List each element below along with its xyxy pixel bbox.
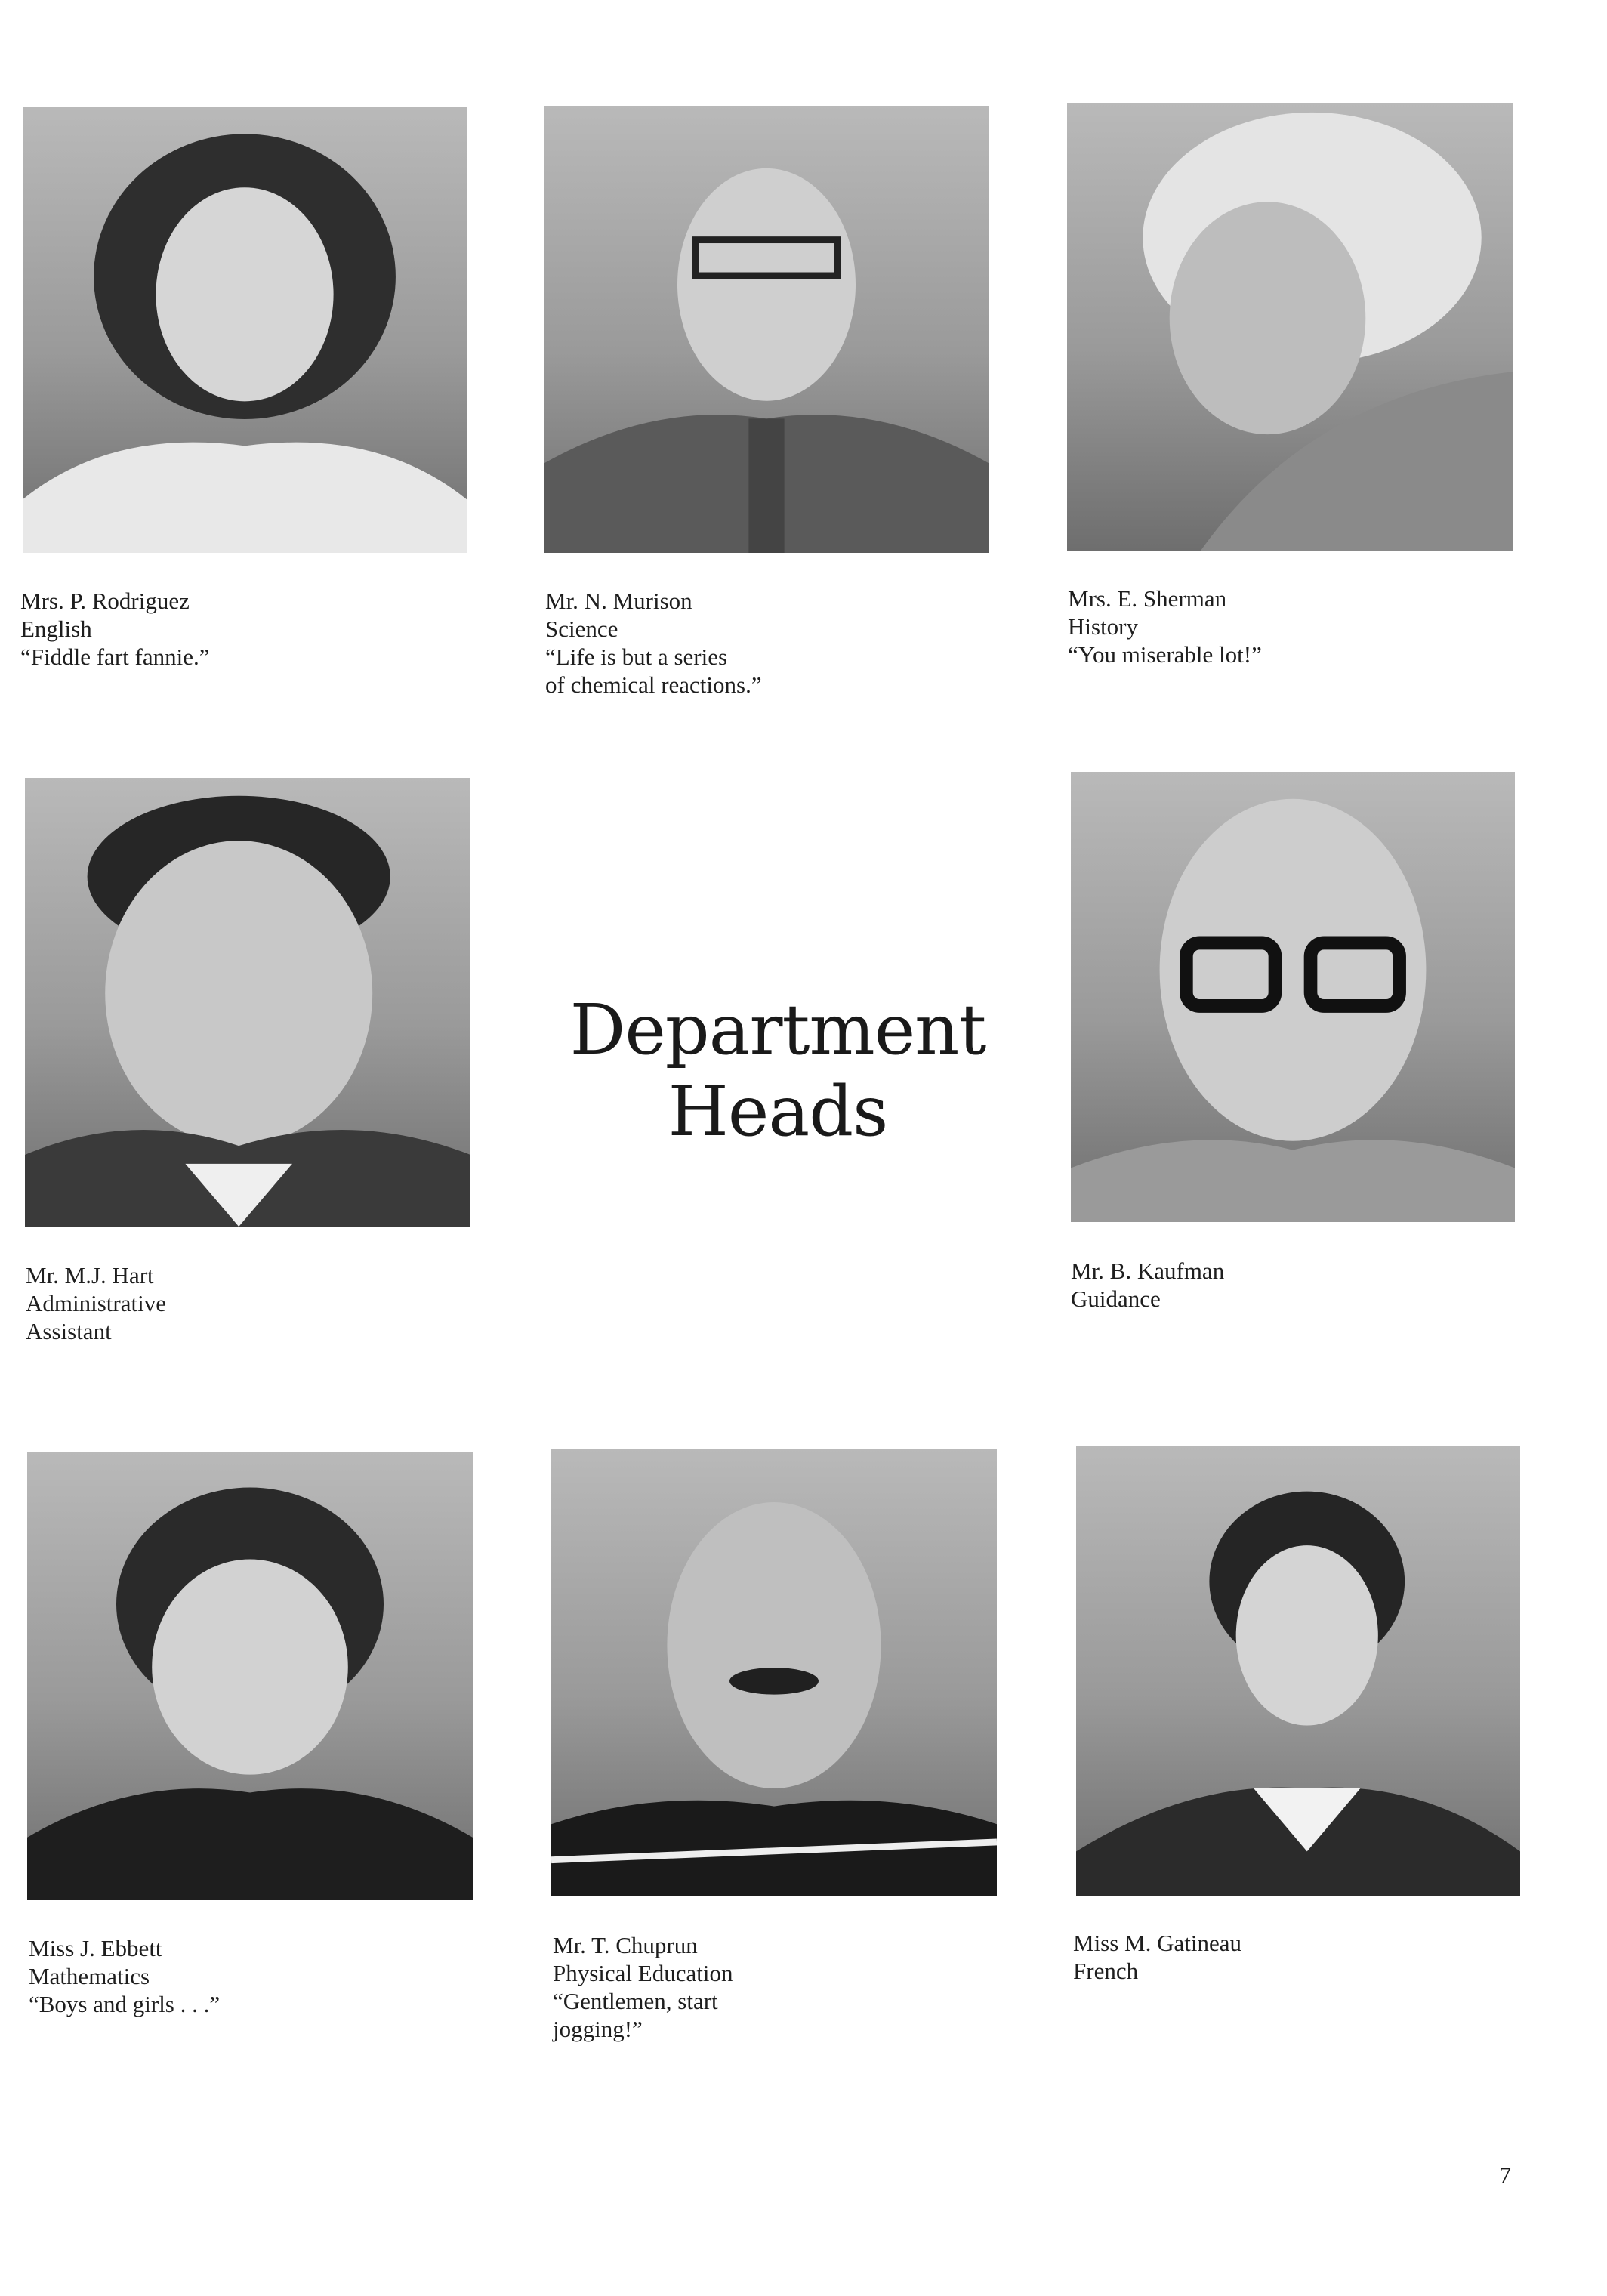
caption-rodriguez (20, 587, 209, 671)
person-department: History (1068, 613, 1138, 640)
person-quote: “You miserable lot!” (1068, 641, 1262, 668)
caption-chuprun (553, 1931, 733, 2043)
portrait-photo-sherman (1067, 103, 1513, 551)
title-line-1: Department (569, 989, 986, 1070)
person-quote-continued: of chemical reactions.” (545, 671, 762, 698)
portrait-photo-rodriguez (23, 107, 467, 553)
title-line-2: Heads (668, 1071, 888, 1152)
person-department: Guidance (1071, 1285, 1161, 1312)
person-quote: “Gentlemen, start (553, 1988, 718, 2014)
portrait-photo-ebbett (27, 1452, 473, 1900)
portrait-silhouette (544, 106, 989, 553)
caption-ebbett (29, 1934, 220, 2018)
person-name: Miss J. Ebbett (29, 1935, 162, 1961)
person-name: Mr. B. Kaufman (1071, 1258, 1225, 1284)
caption-sherman (1068, 585, 1262, 668)
portrait-silhouette (27, 1452, 473, 1900)
person-department: Mathematics (29, 1963, 150, 1989)
person-quote: “Boys and girls . . .” (29, 1991, 221, 2017)
person-name: Mr. T. Chuprun (553, 1932, 698, 1958)
person-name: Mrs. P. Rodriguez (20, 588, 190, 614)
caption-kaufman (1071, 1257, 1224, 1313)
portrait-photo-kaufman (1071, 772, 1515, 1222)
portrait-silhouette (1076, 1446, 1520, 1896)
person-department: English (20, 616, 92, 642)
portrait-silhouette (1071, 772, 1515, 1222)
person-quote: “Fiddle fart fannie.” (20, 643, 210, 670)
person-quote: “Life is but a series (545, 643, 728, 670)
portrait-photo-gatineau (1076, 1446, 1520, 1896)
person-department-continued: Assistant (26, 1318, 112, 1344)
caption-gatineau (1073, 1929, 1241, 1985)
portrait-photo-murison (544, 106, 989, 553)
portrait-silhouette (23, 107, 467, 553)
portrait-silhouette (551, 1449, 997, 1896)
portrait-silhouette (1067, 103, 1513, 551)
portrait-silhouette (25, 778, 470, 1227)
person-department: Administrative (26, 1290, 166, 1316)
portrait-photo-chuprun (551, 1449, 997, 1896)
person-department: French (1073, 1958, 1139, 1984)
person-name: Mr. M.J. Hart (26, 1262, 154, 1288)
page-number: 7 (1499, 2162, 1511, 2189)
person-name: Mrs. E. Sherman (1068, 585, 1227, 612)
caption-murison (545, 587, 762, 699)
caption-hart (26, 1261, 166, 1345)
person-quote-continued: jogging!” (553, 2016, 643, 2042)
portrait-photo-hart (25, 778, 470, 1227)
person-department: Physical Education (553, 1960, 733, 1986)
person-name: Miss M. Gatineau (1073, 1930, 1242, 1956)
page-title (544, 989, 1012, 1153)
person-name: Mr. N. Murison (545, 588, 692, 614)
person-department: Science (545, 616, 618, 642)
